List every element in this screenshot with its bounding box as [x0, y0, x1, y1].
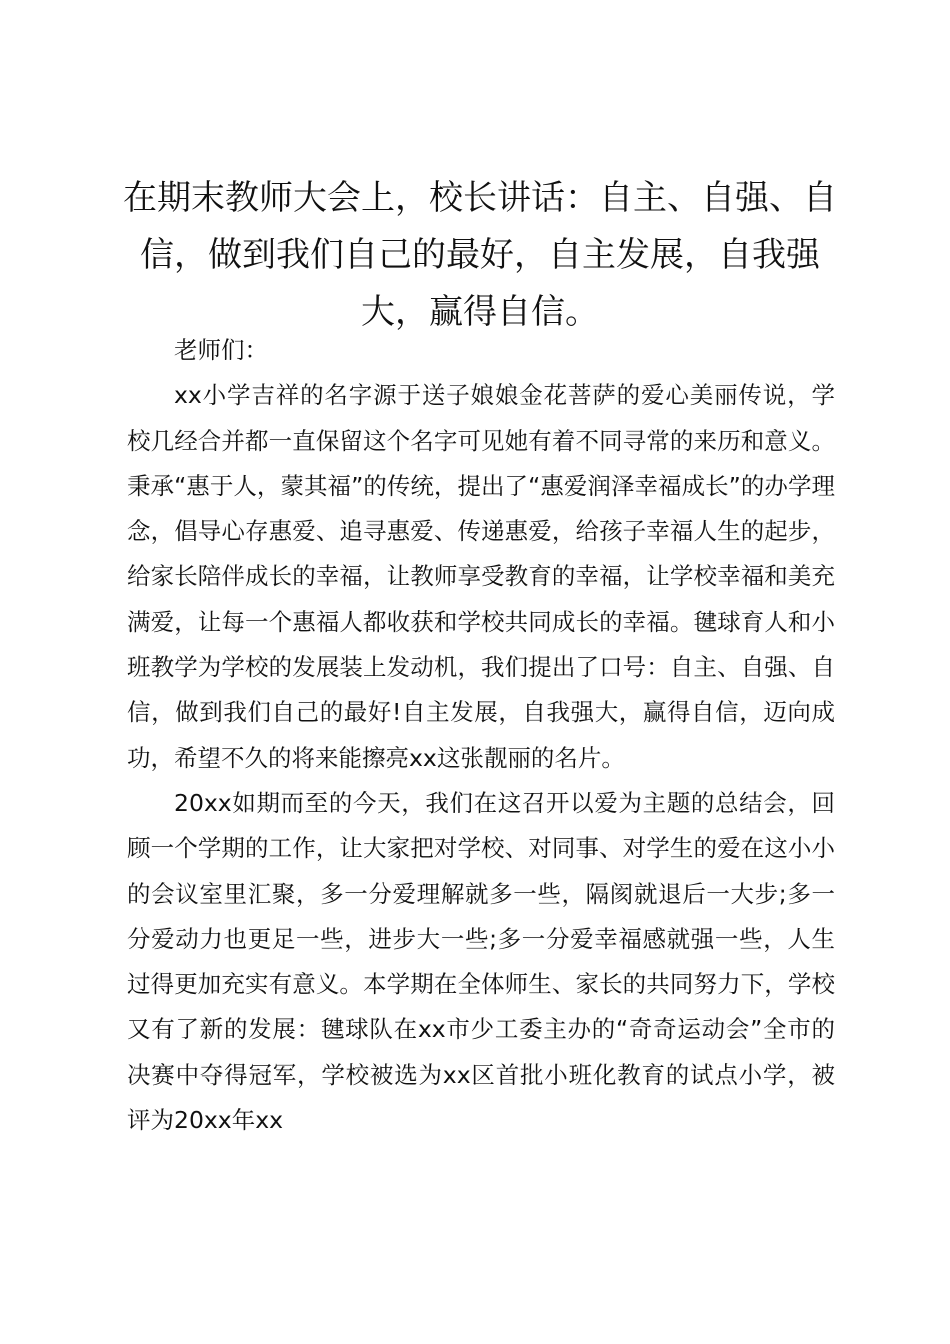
document-body [127, 328, 835, 1143]
salutation: 老师们： [174, 336, 268, 364]
document-title: 在期末教师大会上，校长讲话：自主、自强、自信，做到我们自己的最好，自主发展，自我强大，赢得自信。 [123, 178, 837, 332]
paragraph: xx小学吉祥的名字源于送子娘娘金花菩萨的爱心美丽传说，学校几经合并都一直保留这个名字可见她有着不同寻常的来历和意义。秉承“惠于人，蒙其福”的传统，提出了“惠爱润泽幸福成长”的办学理念，倡导心存惠爱、追寻惠爱、传递惠爱，给孩子幸福人生的起步，给家长陪伴成长的幸福，让教师享受教育的幸福，让学校幸福和美充满爱，让每一个惠福人都收获和学校共同成长的幸福。毽球育人和小班教学为学校的发展装上发动机，我们提出了口号：自主、自强、自信，做到我们自己的最好!自主发展，自我强大，赢得自信，迈向成功，希望不久的将来能擦亮xx这张靓丽的名片。 [127, 381, 835, 772]
paragraph: 20xx如期而至的今天，我们在这召开以爱为主题的总结会，回顾一个学期的工作，让大家把对学校、对同事、对学生的爱在这小小的会议室里汇聚，多一分爱理解就多一些，隔阂就退后一大步;多一分爱动力也更足一些，进步大一些;多一分爱幸福感就强一些，人生过得更加充实有意义。本学期在全体师生、家长的共同努力下，学校又有了新的发展：毽球队在xx市少工委主办的“奇奇运动会”全市的决赛中夺得冠军，学校被选为xx区首批小班化教育的试点小学，被评为20xx年xx [127, 788, 835, 1135]
